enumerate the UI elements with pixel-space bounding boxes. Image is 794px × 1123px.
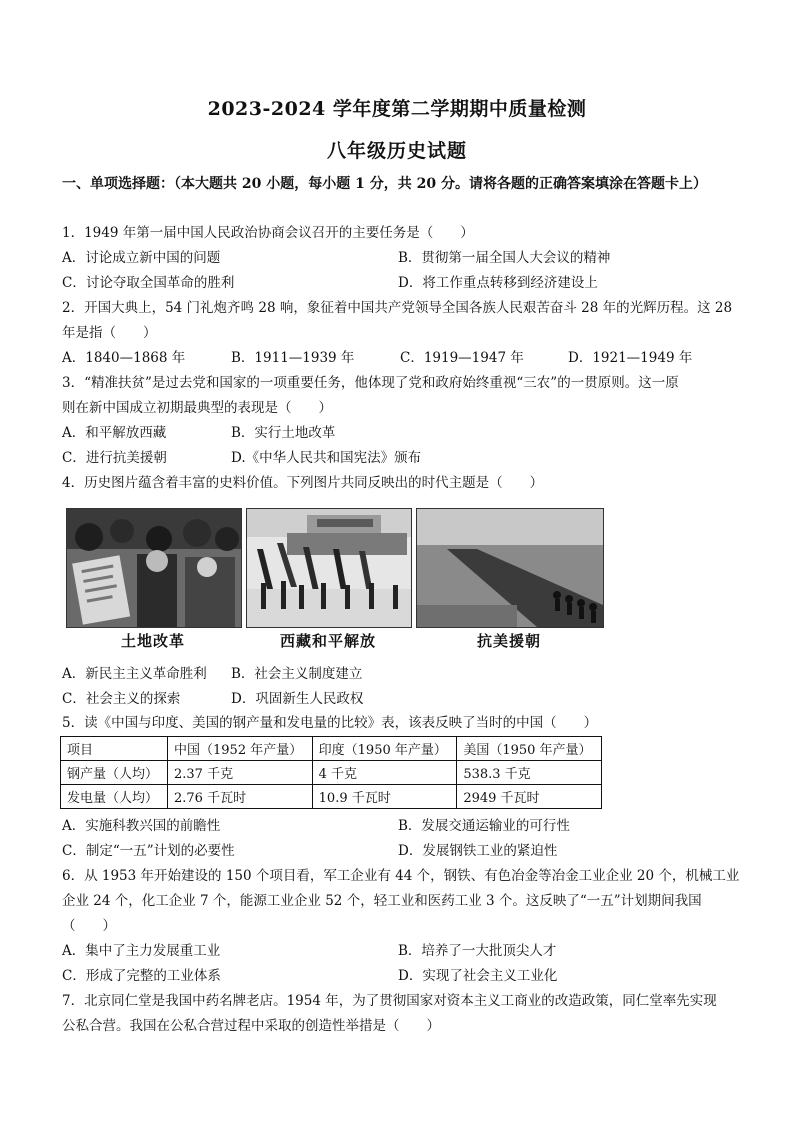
table-header-cell: 印度（1950 年产量）	[312, 737, 457, 761]
q1-option-d: D．将工作重点转移到经济建设上	[398, 275, 598, 291]
table-row	[61, 761, 602, 785]
q2-stem-line1: 2．开国大典上，54 门礼炮齐鸣 28 响，象征着中国共产党领导全国各族人民艰苦奋斗 28 年的光辉历程。这 28	[62, 300, 733, 316]
table-row	[61, 785, 602, 809]
q3-stem-line1: 3．“精准扶贫”是过去党和国家的一项重要任务，他体现了党和政府始终重视“三农”的一贯原则。这一原	[62, 375, 679, 391]
table-header-cell: 美国（1950 年产量）	[457, 737, 602, 761]
caption-tibet: 西藏和平解放	[279, 632, 376, 650]
q6-option-b: B．培养了一大批顶尖人才	[398, 943, 557, 959]
q5-option-a: A．实施科教兴国的前瞻性	[62, 818, 221, 834]
q5-stem: 5．读《中国与印度、美国的钢产量和发电量的比较》表，该表反映了当时的中国（ ）	[62, 715, 598, 731]
table-cell: 538.3 千克	[457, 761, 602, 785]
korean-war-photo	[416, 508, 604, 628]
q6-stem-line3: （ ）	[62, 918, 116, 934]
exam-subtitle: 八年级历史试题	[326, 140, 467, 162]
q6-option-d: D．实现了社会主义工业化	[398, 968, 558, 984]
q2-option-c: C．1919—1947 年	[400, 350, 524, 366]
table-cell: 4 千克	[312, 761, 457, 785]
q6-stem-line1: 6．从 1953 年开始建设的 150 个项目看，军工企业有 44 个，钢铁、有色冶金等冶金工业企业 20 个，机械工业	[62, 868, 740, 884]
table-cell: 2.37 千克	[168, 761, 313, 785]
q1-option-b: B．贯彻第一届全国人大会议的精神	[398, 250, 611, 266]
table-cell: 2.76 千瓦时	[168, 785, 313, 809]
q1-option-c: C．讨论夺取全国革命的胜利	[62, 275, 235, 291]
table-cell: 10.9 千瓦时	[312, 785, 457, 809]
q3-option-c: C．进行抗美援朝	[62, 450, 167, 466]
caption-land-reform: 土地改革	[120, 632, 185, 650]
q1-option-a: A．讨论成立新中国的问题	[62, 250, 221, 266]
land-reform-photo	[66, 508, 242, 628]
q6-stem-line2: 企业 24 个，化工企业 7 个，能源工业企业 52 个，轻工业和医药工业 3 个。这反映了“一五”计划期间我国	[62, 893, 702, 909]
table-cell: 2949 千瓦时	[457, 785, 602, 809]
q4-option-a: A．新民主主义革命胜利	[62, 666, 207, 682]
table-cell: 钢产量（人均）	[61, 761, 168, 785]
q2-option-d: D．1921—1949 年	[568, 350, 693, 366]
q4-option-c: C．社会主义的探索	[62, 691, 181, 707]
q4-option-d: D．巩固新生人民政权	[231, 691, 364, 707]
q5-option-b: B．发展交通运输业的可行性	[398, 818, 570, 834]
q2-stem-line2: 年是指（ ）	[62, 325, 157, 341]
q6-option-c: C．形成了完整的工业体系	[62, 968, 221, 984]
q5-option-c: C．制定“一五”计划的必要性	[62, 843, 235, 859]
q7-stem-line1: 7．北京同仁堂是我国中药名牌老店。1954 年，为了贯彻国家对资本主义工商业的改造政策，同仁堂率先实现	[62, 993, 717, 1009]
section-heading: 一、单项选择题：（本大题共 20 小题，每小题 1 分，共 20 分。请将各题的正确答案填涂在答题卡上）	[62, 176, 707, 192]
q3-option-b: B．实行土地改革	[231, 425, 336, 441]
q2-option-a: A．1840—1868 年	[62, 350, 186, 366]
table-header-cell: 中国（1952 年产量）	[168, 737, 313, 761]
q7-stem-line2: 公私合营。我国在公私合营过程中采取的创造性举措是（ ）	[62, 1018, 440, 1034]
caption-korean-war: 抗美援朝	[476, 632, 541, 650]
q6-option-a: A．集中了主力发展重工业	[62, 943, 221, 959]
q5-option-d: D．发展钢铁工业的紧迫性	[398, 843, 558, 859]
exam-title: 2023-2024 学年度第二学期期中质量检测	[207, 98, 587, 120]
q3-stem-line2: 则在新中国成立初期最典型的表现是（ ）	[62, 400, 332, 416]
comparison-table	[60, 736, 602, 809]
q3-option-d: D.《中华人民共和国宪法》颁布	[231, 450, 422, 466]
q1-stem: 1．1949 年第一届中国人民政治协商会议召开的主要任务是（ ）	[62, 225, 474, 241]
table-header-cell: 项目	[61, 737, 168, 761]
q4-stem: 4．历史图片蕴含着丰富的史料价值。下列图片共同反映出的时代主题是（ ）	[62, 475, 544, 491]
q2-option-b: B．1911—1939 年	[231, 350, 355, 366]
history-photos	[66, 508, 606, 656]
table-cell: 发电量（人均）	[61, 785, 168, 809]
q4-option-b: B．社会主义制度建立	[231, 666, 363, 682]
table-header-row	[61, 737, 602, 761]
q3-option-a: A．和平解放西藏	[62, 425, 167, 441]
tibet-liberation-photo	[246, 508, 412, 628]
